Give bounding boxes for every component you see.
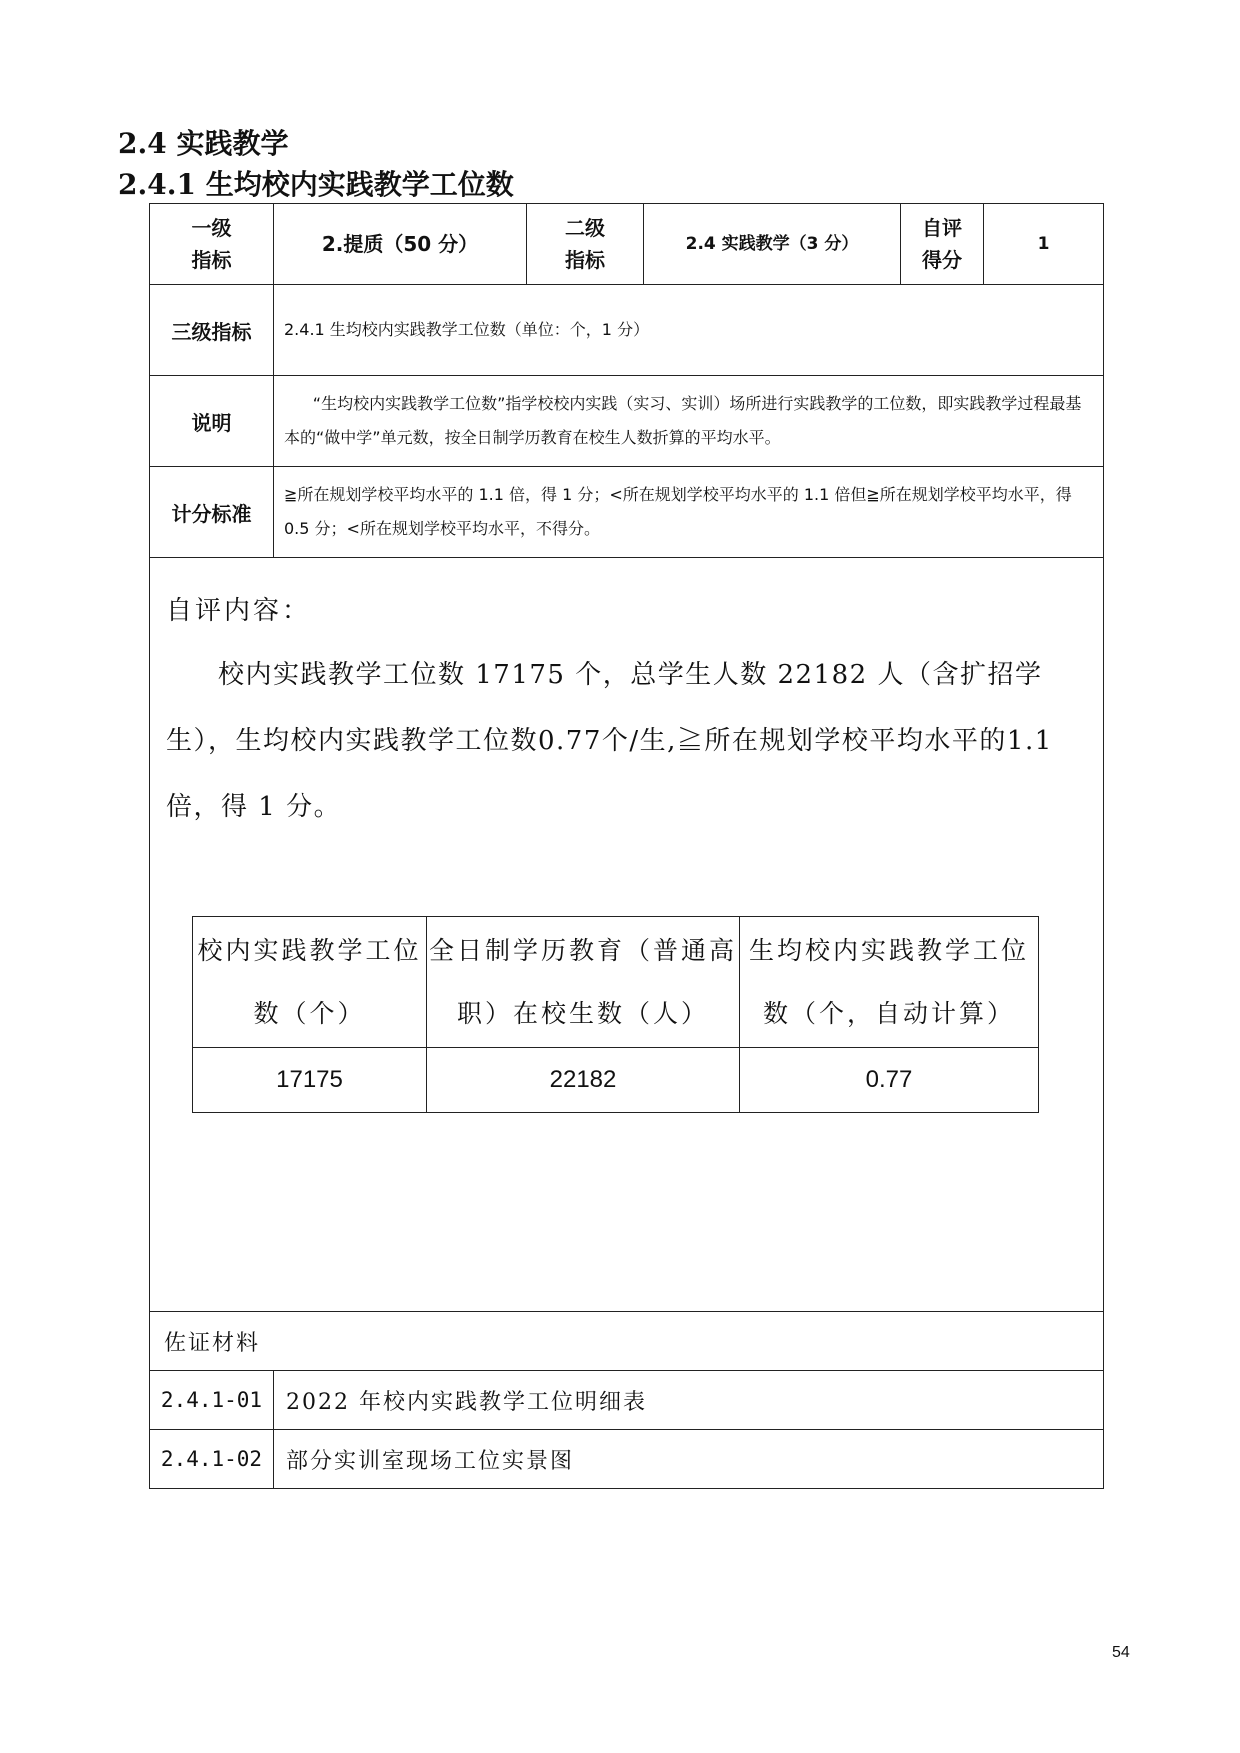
indicator-table <box>149 203 1104 1489</box>
scoring-row <box>150 467 1104 558</box>
section-heading: 2.4 实践教学 <box>118 127 289 160</box>
level2-label: 二级 指标 <box>527 204 644 285</box>
evidence-row <box>150 1430 1104 1489</box>
level3-label: 三级指标 <box>150 285 274 376</box>
evidence-name: 2022 年校内实践教学工位明细表 <box>274 1371 1104 1430</box>
evidence-title: 佐证材料 <box>150 1312 1104 1371</box>
self-score-value: 1 <box>984 204 1104 285</box>
data-table-cell: 22182 <box>427 1048 740 1113</box>
page-number: 54 <box>1112 1644 1130 1661</box>
level3-value: 2.4.1 生均校内实践教学工位数（单位：个，1 分） <box>274 285 1104 376</box>
self-evaluation-cell <box>150 558 1104 1312</box>
data-table-header: 校内实践教学工位数（个） <box>193 917 427 1048</box>
data-table-header: 全日制学历教育（普通高职）在校生数（人） <box>427 917 740 1048</box>
scoring-label: 计分标准 <box>150 467 274 558</box>
data-table-cell: 0.77 <box>740 1048 1039 1113</box>
data-table-value-row <box>193 1048 1039 1113</box>
data-table <box>192 916 1039 1113</box>
data-table-header-row <box>193 917 1039 1048</box>
evidence-row <box>150 1371 1104 1430</box>
description-label: 说明 <box>150 376 274 467</box>
description-row <box>150 376 1104 467</box>
scoring-value: ≧所在规划学校平均水平的 1.1 倍，得 1 分；<所在规划学校平均水平的 1.1 倍但≧所在规划学校平均水平，得 0.5 分；<所在规划学校平均水平，不得分。 <box>274 467 1104 558</box>
self-score-label: 自评 得分 <box>901 204 984 285</box>
self-evaluation-row <box>150 558 1104 1312</box>
level3-row <box>150 285 1104 376</box>
evidence-code: 2.4.1-01 <box>150 1371 274 1430</box>
level1-label: 一级 指标 <box>150 204 274 285</box>
level1-value: 2.提质（50 分） <box>274 204 527 285</box>
evidence-title-row <box>150 1312 1104 1371</box>
description-value: “生均校内实践教学工位数”指学校校内实践（实习、实训）场所进行实践教学的工位数，即实践教学过程最基本的“做中学”单元数，按全日制学历教育在校生人数折算的平均水平。 <box>274 376 1104 467</box>
self-evaluation-paragraph: 校内实践教学工位数 17175 个，总学生人数 22182 人（含扩招学生），生均校内实践教学工位数0.77个/生,≧所在规划学校平均水平的1.1倍，得 1 分。 <box>166 660 1053 822</box>
indicator-header-row <box>150 204 1104 285</box>
subsection-heading: 2.4.1 生均校内实践教学工位数 <box>118 168 514 201</box>
self-evaluation-title: 自评内容： <box>166 596 312 626</box>
data-table-header: 生均校内实践教学工位数（个，自动计算） <box>740 917 1039 1048</box>
data-table-cell: 17175 <box>193 1048 427 1113</box>
level2-value: 2.4 实践教学（3 分） <box>644 204 901 285</box>
evidence-code: 2.4.1-02 <box>150 1430 274 1489</box>
evidence-name: 部分实训室现场工位实景图 <box>274 1430 1104 1489</box>
